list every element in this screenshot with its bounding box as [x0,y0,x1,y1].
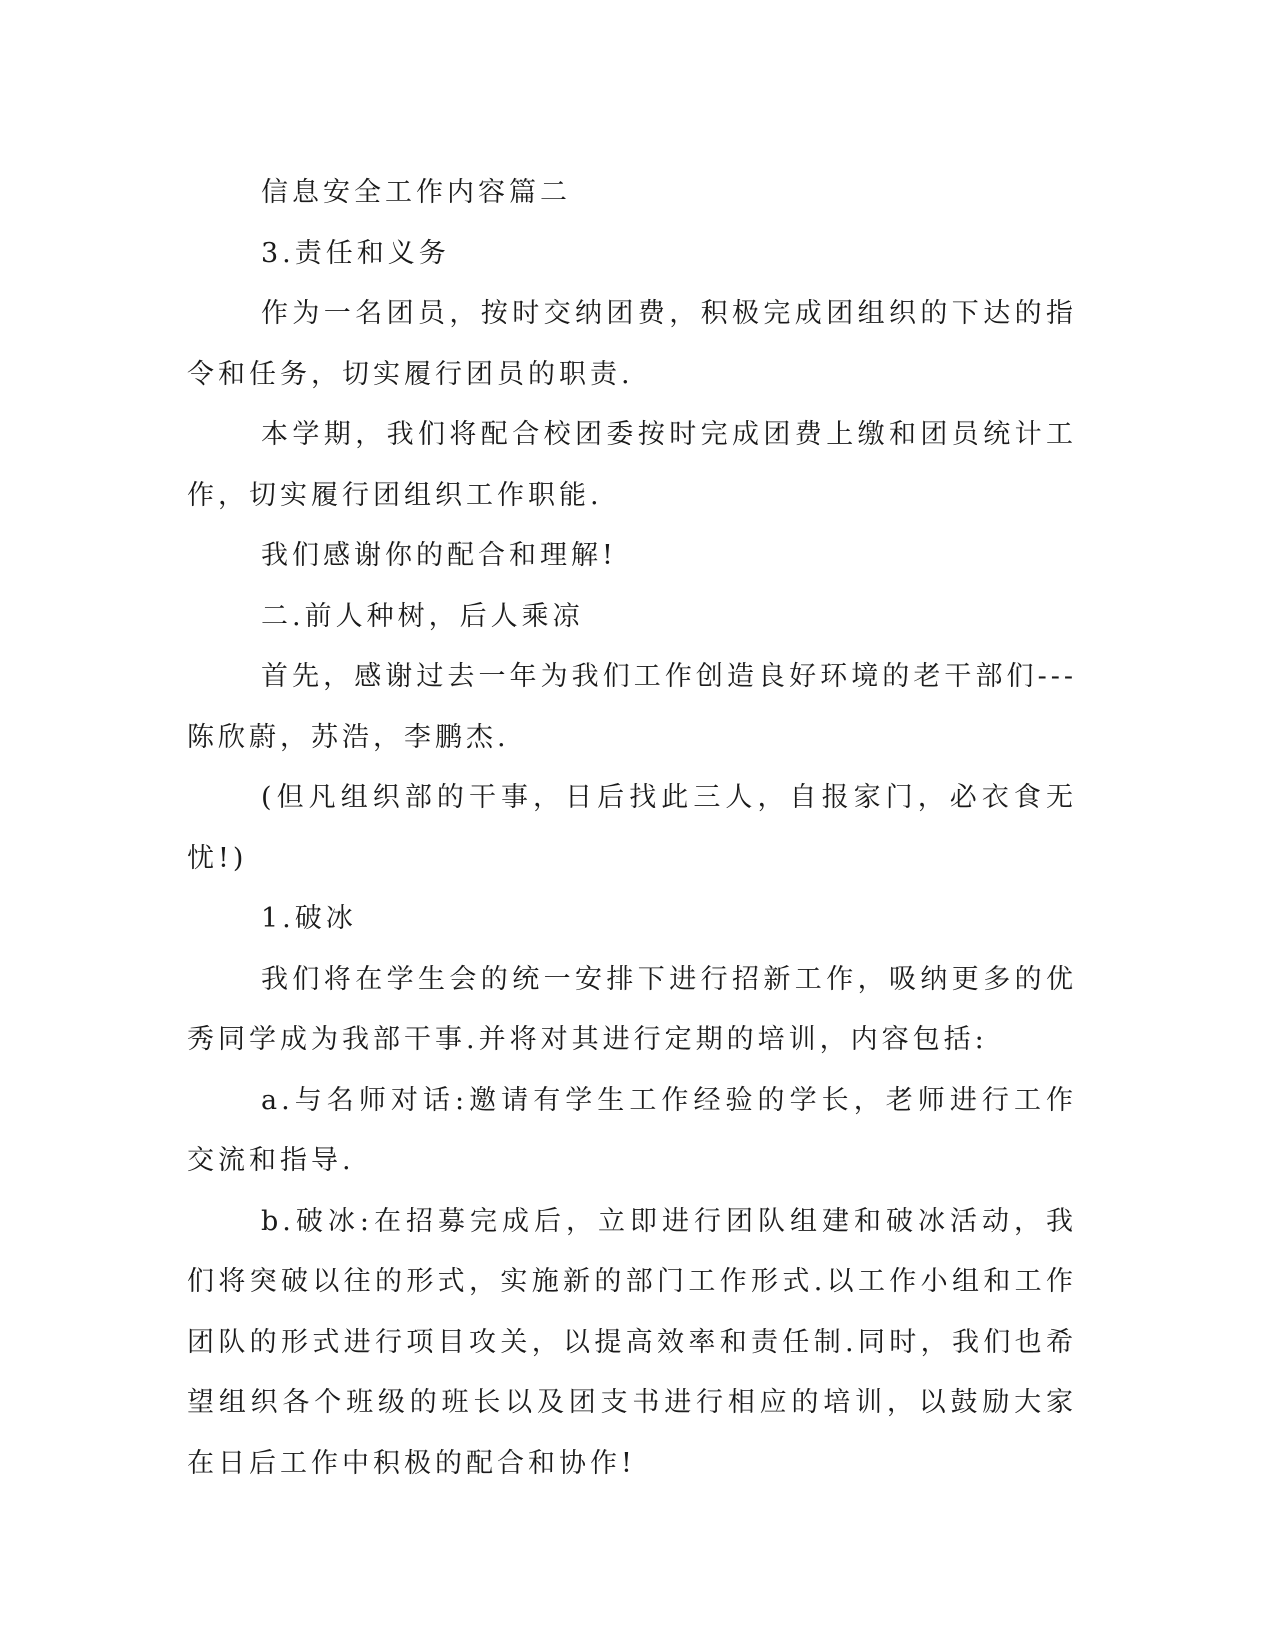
subheading-icebreak: 1.破冰 [261,903,357,934]
body-paragraph: 首先，感谢过去一年为我们工作创造良好环境的老干部们---陈欣蔚，苏浩，李鹏杰. [187,661,1077,753]
section-heading: 信息安全工作内容篇二 [261,177,571,208]
body-paragraph: 我们感谢你的配合和理解! [261,540,617,571]
subheading-responsibility: 3.责任和义务 [261,237,450,269]
list-item-b: b.破冰:在招募完成后，立即进行团队组建和破冰活动，我们将突破以往的形式，实施新的部门工作形式.以工作小组和工作团队的形式进行项目攻关，以提高效率和责任制.同时，我们也希望组织各个班级的班长以及团支书进行相应的培训，以鼓励大家在日后工作中积极的配合和协作! [187,1205,1077,1479]
body-paragraph: (但凡组织部的干事，日后找此三人，自报家门，必衣食无忧!) [187,782,1077,874]
document-body [187,163,1077,1494]
body-paragraph: 作为一名团员，按时交纳团费，积极完成团组织的下达的指令和任务，切实履行团员的职责. [187,298,1077,390]
body-paragraph: 本学期，我们将配合校团委按时完成团费上缴和团员统计工作，切实履行团组织工作职能. [187,419,1077,511]
body-paragraph: 我们将在学生会的统一安排下进行招新工作，吸纳更多的优秀同学成为我部干事.并将对其进行定期的培训，内容包括: [187,963,1077,1055]
list-item-a: a.与名师对话:邀请有学生工作经验的学长，老师进行工作交流和指导. [187,1084,1077,1176]
subheading-predecessors: 二.前人种树，后人乘凉 [261,600,584,632]
